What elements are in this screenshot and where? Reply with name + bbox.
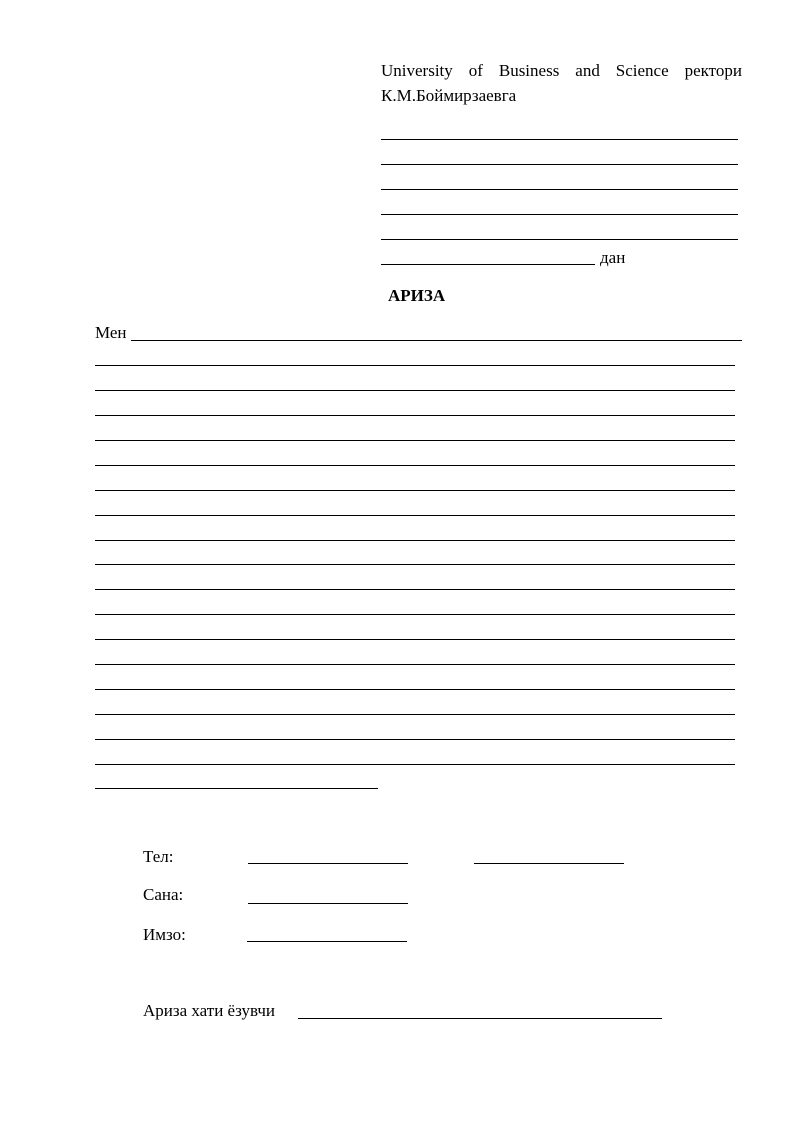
body-line[interactable] bbox=[95, 664, 735, 665]
phone-label: Тел: bbox=[143, 847, 174, 866]
sender-line[interactable] bbox=[381, 214, 738, 215]
date-field[interactable] bbox=[248, 903, 408, 904]
writer-label: Ариза хати ёзувчи bbox=[143, 1001, 275, 1020]
body-last-line[interactable] bbox=[95, 788, 378, 789]
body-line[interactable] bbox=[95, 764, 735, 765]
body-line[interactable] bbox=[95, 714, 735, 715]
signature-label: Имзо: bbox=[143, 925, 186, 944]
phone-field-1[interactable] bbox=[248, 863, 408, 864]
sender-from-suffix: дан bbox=[600, 248, 626, 267]
body-first-line[interactable] bbox=[131, 340, 742, 341]
body-line[interactable] bbox=[95, 689, 735, 690]
date-label: Сана: bbox=[143, 885, 184, 904]
body-line[interactable] bbox=[95, 639, 735, 640]
body-line[interactable] bbox=[95, 465, 735, 466]
body-line[interactable] bbox=[95, 589, 735, 590]
body-line[interactable] bbox=[95, 365, 735, 366]
body-line[interactable] bbox=[95, 564, 735, 565]
document-title: АРИЗА bbox=[388, 286, 446, 305]
body-line[interactable] bbox=[95, 390, 735, 391]
sender-line[interactable] bbox=[381, 189, 738, 190]
addressee-university-rector: University of Business and Science ректори bbox=[381, 61, 742, 80]
addressee-name: К.М.Боймирзаевга bbox=[381, 86, 517, 105]
sender-line[interactable] bbox=[381, 139, 738, 140]
writer-field[interactable] bbox=[298, 1018, 662, 1019]
body-line[interactable] bbox=[95, 440, 735, 441]
sender-name-line[interactable] bbox=[381, 264, 595, 265]
body-lead-word: Мен bbox=[95, 323, 127, 342]
sender-line[interactable] bbox=[381, 239, 738, 240]
phone-field-2[interactable] bbox=[474, 863, 624, 864]
body-line[interactable] bbox=[95, 540, 735, 541]
addressee-block bbox=[381, 58, 742, 108]
body-line[interactable] bbox=[95, 739, 735, 740]
signature-field[interactable] bbox=[247, 941, 407, 942]
body-line[interactable] bbox=[95, 614, 735, 615]
body-line[interactable] bbox=[95, 490, 735, 491]
sender-line[interactable] bbox=[381, 164, 738, 165]
body-line[interactable] bbox=[95, 415, 735, 416]
body-line[interactable] bbox=[95, 515, 735, 516]
